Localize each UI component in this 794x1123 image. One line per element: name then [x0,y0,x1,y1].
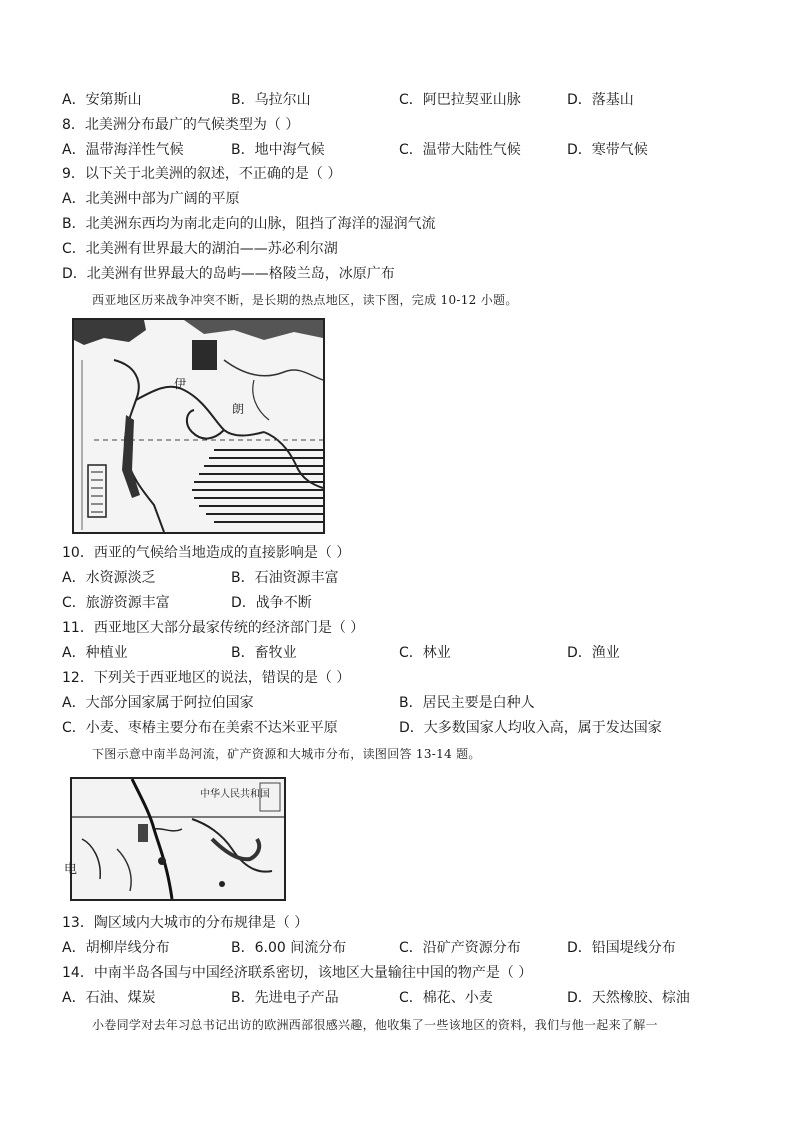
map2-stray-char: 电 [64,862,78,877]
q9-stem: 9．以下关于北美洲的叙述，不正确的是（ ） [62,166,342,182]
q12-option-a[interactable]: A．大部分国家属于阿拉伯国家 [62,695,254,711]
q13-stem: 13．陶区域内大城市的分布规律是（ ） [62,915,309,931]
q14-option-a[interactable]: A．石油、煤炭 [62,990,156,1006]
q10-stem: 10．西亚的气候给当地造成的直接影响是（ ） [62,545,351,561]
q8-option-a[interactable]: A．温带海洋性气候 [62,142,184,158]
map2-title: 中华人民共和国 [200,789,270,800]
q11-option-c[interactable]: C．林业 [399,645,451,661]
q10-option-c[interactable]: C．旅游资源丰富 [62,595,170,611]
q7-option-c[interactable]: C．阿巴拉契亚山脉 [399,92,521,108]
q10-option-d[interactable]: D．战争不断 [231,595,312,611]
q14-option-c[interactable]: C．棉花、小麦 [399,990,493,1006]
q11-option-b[interactable]: B．畜牧业 [231,645,297,661]
indochina-map [70,777,286,901]
q7-option-b[interactable]: B．乌拉尔山 [231,92,311,108]
intro-13-14: 下图示意中南半岛河流，矿产资源和大城市分布，读图回答 13-14 题。 [92,747,481,761]
q13-option-a[interactable]: A．胡柳岸线分布 [62,940,170,956]
q14-stem: 14．中南半岛各国与中国经济联系密切，该地区大量输往中国的物产是（ ） [62,965,533,981]
map1-label-lang: 朗 [232,402,245,416]
q14-option-d[interactable]: D．天然橡胶、棕油 [567,990,690,1006]
q13-option-c[interactable]: C．沿矿产资源分布 [399,940,521,956]
west-asia-map [72,318,325,534]
q8-option-c[interactable]: C．温带大陆性气候 [399,142,521,158]
west-asia-map-drawing [74,320,323,532]
q11-stem: 11．西亚地区大部分最家传统的经济部门是（ ） [62,620,365,636]
q7-option-d[interactable]: D．落基山 [567,92,634,108]
q11-option-d[interactable]: D．渔业 [567,645,620,661]
q9-option-c[interactable]: C．北美洲有世界最大的湖泊——苏必利尔湖 [62,241,338,257]
intro-next: 小卷同学对去年习总书记出访的欧洲西部很感兴趣，他收集了一些该地区的资料，我们与他一起来了解一 [92,1018,658,1032]
q12-option-d[interactable]: D．大多数国家人均收入高，属于发达国家 [399,720,662,736]
q13-option-b[interactable]: B．6.00 间流分布 [231,940,347,956]
q9-option-d[interactable]: D．北美洲有世界最大的岛屿——格陵兰岛，冰原广布 [62,266,395,282]
q12-stem: 12．下列关于西亚地区的说法，错误的是（ ） [62,670,351,686]
q9-option-b[interactable]: B．北美洲东西均为南北走向的山脉，阻挡了海洋的湿润气流 [62,216,436,232]
q8-stem: 8．北美洲分布最广的气候类型为（ ） [62,117,300,133]
q12-option-b[interactable]: B．居民主要是白种人 [399,695,535,711]
q7-option-a[interactable]: A．安第斯山 [62,92,142,108]
q10-option-b[interactable]: B．石油资源丰富 [231,570,339,586]
q13-option-d[interactable]: D．铅国堤线分布 [567,940,676,956]
intro-10-12: 西亚地区历来战争冲突不断，是长期的热点地区，读下图，完成 10-12 小题。 [92,293,518,307]
map1-label-yi: 伊 [174,377,187,391]
q14-option-b[interactable]: B．先进电子产品 [231,990,339,1006]
q10-option-a[interactable]: A．水资源淡乏 [62,570,156,586]
q11-option-a[interactable]: A．种植业 [62,645,128,661]
q8-option-b[interactable]: B．地中海气候 [231,142,325,158]
q9-option-a[interactable]: A．北美洲中部为广阔的平原 [62,191,240,207]
q12-option-c[interactable]: C．小麦、枣椿主要分布在美索不达米亚平原 [62,720,338,736]
q8-option-d[interactable]: D．寒带气候 [567,142,648,158]
